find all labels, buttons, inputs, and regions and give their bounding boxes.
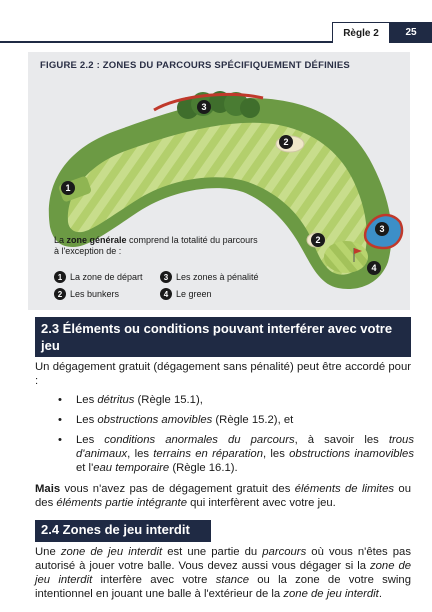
figure-2-2 xyxy=(28,52,410,310)
relief-list xyxy=(58,393,414,481)
legend-item: 4 Le green xyxy=(160,288,284,300)
marker-3a: 3 xyxy=(201,102,207,112)
list-item: • Les obstructions amovibles (Règle 15.2), et xyxy=(58,413,414,427)
section-heading-2-3: 2.3 Éléments ou conditions pouvant interférer avec votre jeu xyxy=(35,317,411,357)
page-number: 25 xyxy=(390,22,432,43)
header-rule xyxy=(0,41,332,43)
section-2-3-intro: Un dégagement gratuit (dégagement sans pénalité) peut être accordé pour : xyxy=(35,361,411,387)
legend-intro: La zone générale comprend la totalité du parcours à l'exception de : xyxy=(54,235,258,256)
legend-item: 2 Les bunkers xyxy=(54,288,160,300)
legend-item: 3 Les zones à pénalité xyxy=(160,271,284,283)
list-item: • Les détritus (Règle 15.1), xyxy=(58,393,414,407)
section-heading-2-4: 2.4 Zones de jeu interdit xyxy=(35,520,211,542)
green xyxy=(324,241,368,273)
section-2-4-body: Une zone de jeu interdit est une partie du parcours où vous n'êtes pas autorisé à jouer votre balle. Vous devez aussi vous dégager si la zone de jeu interdit interfère avec votre stance ou la zone de votre swing intentionnel en jouant une balle à l'extérieur de la zone de jeu interdit. xyxy=(35,546,412,600)
section-2-3-closing: Mais vous n'avez pas de dégagement gratuit des éléments de limites ou des éléments partie intégrante qui interfèrent avec votre jeu. xyxy=(35,483,411,509)
legend xyxy=(54,271,284,300)
list-item: • Les conditions anormales du parcours, à savoir les trous d'animaux, les terrains en réparation, les obstructions inamovibles et l'eau temporaire (Règle 16.1). xyxy=(58,433,414,475)
marker-2a: 2 xyxy=(283,137,289,147)
marker-2b: 2 xyxy=(315,235,321,245)
marker-1: 1 xyxy=(65,183,71,193)
legend-item: 1 La zone de départ xyxy=(54,271,160,283)
marker-4: 4 xyxy=(371,263,377,273)
marker-3b: 3 xyxy=(379,224,385,234)
figure-title: FIGURE 2.2 : ZONES DU PARCOURS SPÉCIFIQUEMENT DÉFINIES xyxy=(40,60,350,71)
rule-tab: Règle 2 xyxy=(332,22,390,43)
